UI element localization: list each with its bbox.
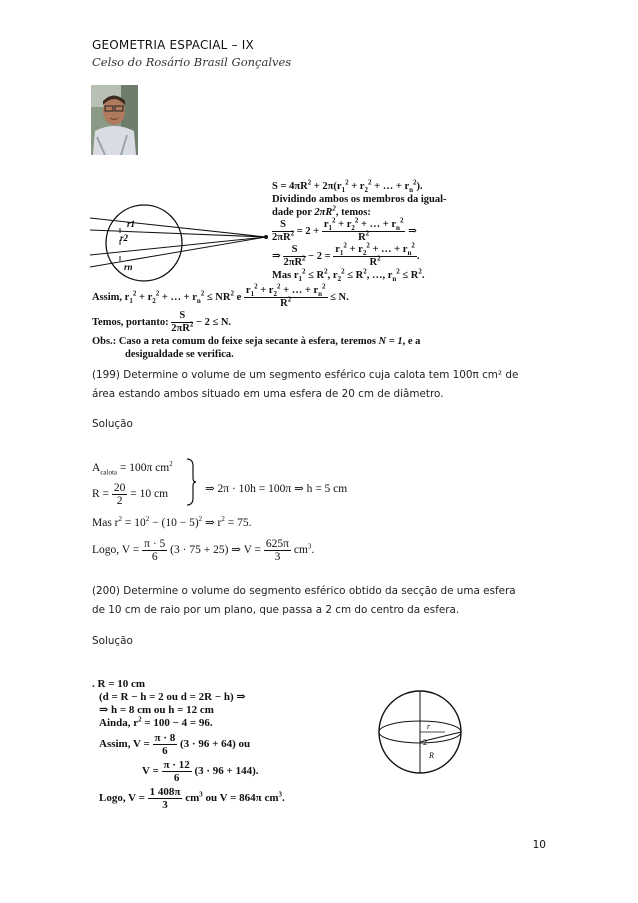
proof-line-3: dade por $2\pi R^2$, temos: bbox=[272, 204, 371, 218]
page-number: 10 bbox=[532, 839, 546, 851]
proof-line-5: ⇒ $\frac{S}{2\pi R^2}$ − 2 = $\frac{r_1^2 + r_2^2 + \dots + r_n^2}{R^2}$ . bbox=[272, 241, 420, 268]
problem-200-statement bbox=[92, 582, 552, 620]
solution-200-line-5: Assim, V = $\frac{\pi \cdot 8}{6}$ (3 · 96 + 64) ou bbox=[99, 732, 251, 757]
secant-lines-diagram bbox=[90, 200, 268, 290]
solution-200-line-1: . R = 10 cm bbox=[92, 678, 146, 690]
problem-199-line-1: (199) Determine o volume de um segmento esférico cuja calota tem 100π cm² de bbox=[92, 369, 519, 381]
solution-200-line-7: Logo, V = $\frac{1 408\pi}{3}$ $cm^3$ ou V = 864π $cm^3$. bbox=[99, 786, 285, 811]
label-2: 2 bbox=[423, 738, 427, 747]
brace-icon bbox=[186, 458, 196, 506]
problem-200-line-1: (200) Determine o volume do segmento esférico obtido da secção de uma esfera bbox=[92, 585, 516, 597]
problem-199-statement bbox=[92, 366, 552, 404]
problem-200-line-2: de 10 cm de raio por um plano, que passa a 2 cm do centro da esfera. bbox=[92, 604, 460, 616]
label-R: R bbox=[429, 751, 434, 760]
solution-200-line-6: V = $\frac{\pi \cdot 12}{6}$ (3 · 96 + 144). bbox=[142, 759, 259, 784]
proof-line-4: $\frac{S}{2\pi R^2}$ = 2 + $\frac{r_1^2 + r_2^2 + \dots + r_n^2}{R^2}$ ⇒ bbox=[272, 216, 417, 243]
proof-line-2: Dividindo ambos os membros da igual- bbox=[272, 194, 447, 205]
proof-line-8: Temos, portanto: $\frac{S}{2\pi R^2}$ − 2 ≤ N. bbox=[92, 310, 232, 334]
proof-line-6: Mas $r_1^2 \le R^2$, $r_2^2 \le R^2$, …, $r_n^2 \le R^2$. bbox=[272, 267, 425, 284]
proof-obs: Obs.: Caso a reta comum do feixe seja secante à esfera, teremos N = 1, e a desigualdade se verifica. bbox=[92, 336, 421, 360]
author-photo bbox=[91, 85, 138, 155]
solution-200-line-3: ⇒ h = 8 cm ou h = 12 cm bbox=[99, 704, 214, 716]
label-rn: rn bbox=[124, 262, 133, 272]
solution-200-line-4: Ainda, $r^2 = 100 - 4 = 96$. bbox=[99, 715, 213, 729]
solution-199-line-5: Logo, V = $\frac{\pi \cdot 5}{6}$ (3 · 75 + 25) ⇒ V = $\frac{625\pi}{3}$ $cm^3$. bbox=[92, 538, 315, 563]
problem-199-solution-label: Solução bbox=[92, 418, 133, 430]
solution-200-line-2: (d = R − h = 2 ou d = 2R − h) ⇒ bbox=[99, 691, 246, 703]
proof-line-7: Assim, $r_1^2 + r_2^2$ + … + $r_n^2 \le NR^2$ e $\frac{r_1^2 + r_2^2 + \dots + r_n^2}{R^2}$ ≤ N. bbox=[92, 282, 349, 309]
label-r2: r2 bbox=[120, 233, 129, 243]
author-name: Celso do Rosário Brasil Gonçalves bbox=[92, 55, 292, 69]
problem-200-solution-label: Solução bbox=[92, 635, 133, 647]
label-r: r bbox=[427, 722, 431, 731]
solution-199-line-4: Mas $r^2 = 10^2 - (10 - 5)^2$ ⇒ $r^2 = 75$. bbox=[92, 515, 252, 529]
solution-199-line-2: R = $\frac{20}{2}$ = 10 cm bbox=[92, 482, 169, 507]
label-r1: r1 bbox=[127, 219, 136, 229]
problem-199-line-2: área estando ambos situado em uma esfera de 20 cm de diâmetro. bbox=[92, 388, 444, 400]
proof-line-1: $S = 4\pi R^2 + 2\pi(r_1^2 + r_2^2$ + … + $r_n^2$). bbox=[272, 178, 423, 195]
sphere-section-diagram bbox=[375, 682, 465, 782]
document-title: GEOMETRIA ESPACIAL – IX bbox=[92, 38, 254, 52]
solution-199-line-1: $A_{calota} = 100\pi$ $cm^2$ bbox=[92, 460, 173, 477]
solution-199-line-3: ⇒ 2π · 10h = 100π ⇒ h = 5 cm bbox=[205, 483, 348, 495]
